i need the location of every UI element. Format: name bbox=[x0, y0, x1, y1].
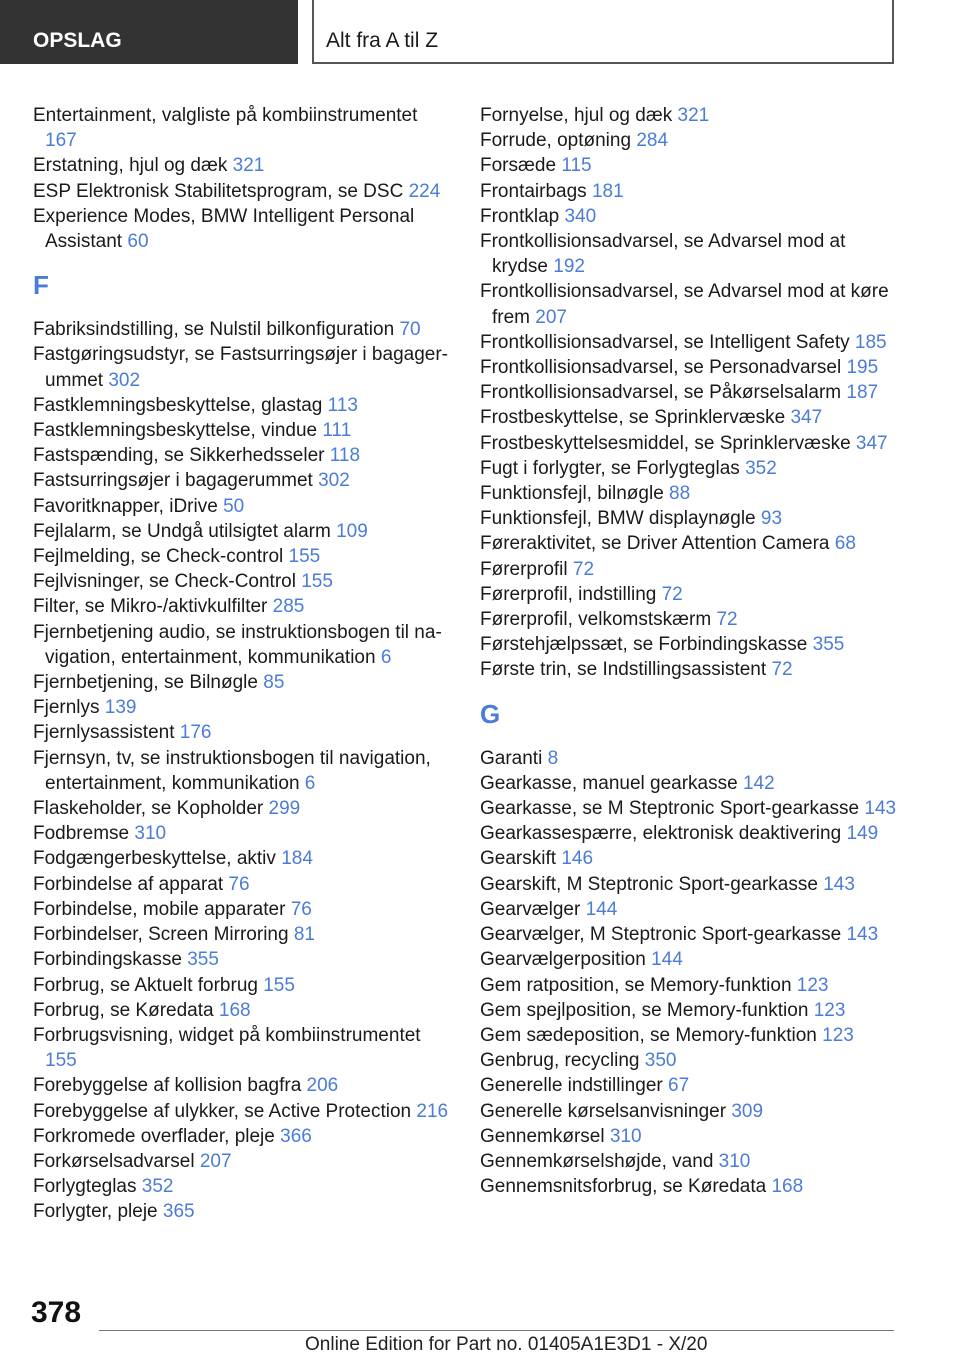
index-entry bbox=[480, 557, 900, 582]
index-entry-text: Fastspænding, se Sikkerhedsseler bbox=[33, 445, 325, 467]
page-reference-link[interactable]: 184 bbox=[281, 848, 313, 870]
index-entry bbox=[480, 531, 900, 556]
index-entry-text: Forkørselsadvarsel bbox=[33, 1150, 195, 1172]
index-entry-text: Frontkollisionsadvarsel, se Personadvarsel bbox=[480, 357, 842, 379]
page-reference-link[interactable]: 70 bbox=[399, 319, 421, 341]
index-entry bbox=[480, 103, 900, 128]
page-reference-link[interactable]: 155 bbox=[263, 974, 295, 996]
index-entry bbox=[480, 746, 900, 771]
index-entry-text: Fejlvisninger, se Check-Control bbox=[33, 571, 296, 593]
index-entry bbox=[480, 872, 900, 897]
index-entry-text: Generelle indstillinger bbox=[480, 1075, 663, 1097]
index-entry bbox=[480, 431, 900, 456]
page-reference-link[interactable]: 85 bbox=[263, 672, 285, 694]
index-entry-text: Fjernlys bbox=[33, 697, 100, 719]
index-entry-text: Fabriksindstilling, se Nulstil bilkonfiguration bbox=[33, 319, 395, 341]
index-entry-text: Gearvælger, M Steptronic Sport-gearkasse bbox=[480, 924, 842, 946]
page-title: Alt fra A til Z bbox=[312, 0, 894, 64]
index-entry-text: Forsæde bbox=[480, 155, 557, 177]
page-reference-link[interactable]: 142 bbox=[742, 772, 775, 794]
index-entry bbox=[480, 582, 900, 607]
page-reference-link[interactable]: 352 bbox=[141, 1176, 174, 1198]
index-entry bbox=[480, 607, 900, 632]
page-reference-link[interactable]: 224 bbox=[408, 180, 441, 202]
index-entry-text: Frontairbags bbox=[480, 180, 587, 202]
index-entry-text: Førerprofil, velkomstskærm bbox=[480, 609, 712, 631]
index-entry-text: Gearkasse, manuel gearkasse bbox=[480, 772, 738, 794]
index-entry-text: Genbrug, recycling bbox=[480, 1050, 640, 1072]
page-reference-link[interactable]: 310 bbox=[718, 1150, 751, 1172]
page-reference-link[interactable]: 216 bbox=[416, 1100, 449, 1122]
page-reference-link[interactable]: 207 bbox=[199, 1150, 232, 1172]
index-entry bbox=[480, 204, 900, 229]
page-reference-link[interactable]: 111 bbox=[322, 420, 352, 442]
index-entry bbox=[33, 569, 453, 594]
index-entry bbox=[480, 771, 900, 796]
index-entry bbox=[480, 796, 900, 821]
index-entry bbox=[33, 746, 453, 796]
index-entry-text: Generelle kørselsanvisninger bbox=[480, 1100, 727, 1122]
index-entry bbox=[33, 973, 453, 998]
index-entry bbox=[33, 1023, 453, 1073]
page-reference-link[interactable]: 143 bbox=[864, 798, 897, 820]
index-entry bbox=[480, 405, 900, 430]
index-entry-text: Forebyggelse af kollision bagfra bbox=[33, 1075, 302, 1097]
page-reference-link[interactable]: 6 bbox=[380, 646, 392, 668]
index-entry-text: Forebyggelse af ulykker, se Active Protection bbox=[33, 1100, 412, 1122]
index-entry-text: Funktionsfejl, bilnøgle bbox=[480, 483, 664, 505]
index-entry-text: Entertainment, valgliste på kombiinstrumentet bbox=[33, 105, 418, 126]
index-entry bbox=[33, 342, 453, 392]
index-entry-text: Erstatning, hjul og dæk bbox=[33, 155, 228, 177]
index-entry bbox=[480, 632, 900, 657]
page-reference-link[interactable]: 321 bbox=[232, 155, 265, 177]
index-entry bbox=[480, 355, 900, 380]
index-entry-text: Forlygteglas bbox=[33, 1176, 137, 1198]
page-reference-link[interactable]: 146 bbox=[561, 848, 594, 870]
index-entry-text: ESP Elektronisk Stabilitetsprogram, se DSC bbox=[33, 180, 404, 202]
index-entry bbox=[33, 594, 453, 619]
index-entry bbox=[33, 1124, 453, 1149]
index-entry bbox=[33, 153, 453, 178]
page-reference-link[interactable]: 355 bbox=[187, 949, 219, 971]
index-entry bbox=[480, 1174, 900, 1199]
index-entry bbox=[480, 179, 900, 204]
index-entry-text: Fodgængerbeskyttelse, aktiv bbox=[33, 848, 276, 870]
index-entry-text: Fjernlysassistent bbox=[33, 722, 175, 744]
index-entry-text: Gearvælger bbox=[480, 898, 581, 920]
index-entry bbox=[33, 720, 453, 745]
index-entry-text: Gearvælgerposition bbox=[480, 949, 646, 971]
page-reference-link[interactable]: 350 bbox=[644, 1050, 677, 1072]
page-reference-link[interactable]: 302 bbox=[318, 470, 350, 492]
index-entry-text: Flaskeholder, se Kopholder bbox=[33, 798, 264, 820]
index-column-left bbox=[33, 103, 453, 1225]
index-entry bbox=[33, 872, 453, 897]
index-entry bbox=[480, 1124, 900, 1149]
page-reference-link[interactable]: 143 bbox=[846, 924, 879, 946]
index-entry bbox=[480, 657, 900, 682]
index-entry-text: Fastsurringsøjer i bagagerummet bbox=[33, 470, 313, 492]
page-reference-link[interactable]: 115 bbox=[561, 155, 592, 177]
page-reference-link[interactable]: 155 bbox=[288, 546, 321, 568]
index-entry-text: Experience Modes, BMW Intelligent Personal Assistant bbox=[33, 205, 415, 253]
index-entry bbox=[480, 330, 900, 355]
index-entry bbox=[480, 1073, 900, 1098]
index-entry bbox=[33, 695, 453, 720]
index-entry-text: Garanti bbox=[480, 747, 543, 769]
page-reference-link[interactable]: 144 bbox=[651, 949, 683, 971]
index-entry bbox=[480, 922, 900, 947]
index-entry-text: Gennemkørsel bbox=[480, 1125, 605, 1147]
page-reference-link[interactable]: 144 bbox=[585, 898, 618, 920]
index-entry-text: Funktionsfejl, BMW displaynøgle bbox=[480, 508, 756, 530]
page-reference-link[interactable]: 355 bbox=[812, 634, 845, 656]
index-entry-text: Føreraktivitet, se Driver Attention Camera bbox=[480, 533, 830, 555]
index-entry-text: Forrude, optøning bbox=[480, 130, 632, 152]
page-reference-link[interactable]: 6 bbox=[304, 772, 316, 794]
index-entry bbox=[480, 380, 900, 405]
index-entry-text: Gearkassespærre, elektronisk deaktivering bbox=[480, 823, 842, 845]
index-entry-text: Forbindingskasse bbox=[33, 949, 182, 971]
index-entry bbox=[480, 1149, 900, 1174]
index-entry-text: Gearkasse, se M Steptronic Sport-gearkasse bbox=[480, 798, 860, 820]
index-entry-text: Forbindelse, mobile apparater bbox=[33, 898, 286, 920]
index-entry-text: Gem ratposition, se Memory-funktion bbox=[480, 974, 792, 996]
index-entry-text: Fejlmelding, se Check-control bbox=[33, 546, 284, 568]
page-reference-link[interactable]: 118 bbox=[329, 445, 361, 467]
index-entry-text: Fejlalarm, se Undgå utilsigtet alarm bbox=[33, 520, 331, 542]
index-entry bbox=[480, 973, 900, 998]
page-reference-link[interactable]: 72 bbox=[572, 558, 595, 580]
index-entry-text: Gennemsnitsforbrug, se Køredata bbox=[480, 1176, 767, 1198]
page-reference-link[interactable]: 181 bbox=[591, 180, 624, 202]
index-entry bbox=[33, 317, 453, 342]
index-entry-text: Forbindelse af apparat bbox=[33, 873, 224, 895]
index-entry-text: Frontklap bbox=[480, 205, 560, 227]
page-reference-link[interactable]: 352 bbox=[745, 457, 777, 479]
page-reference-link[interactable]: 139 bbox=[104, 697, 137, 719]
index-entry-text: Fjernbetjening audio, se instruktionsbogen til navigation, entertainment, kommunikation bbox=[33, 621, 442, 668]
page-reference-link[interactable]: 50 bbox=[223, 495, 245, 517]
index-entry-text: Frontkollisionsadvarsel, se Intelligent Safety bbox=[480, 331, 850, 353]
index-entry bbox=[33, 1073, 453, 1098]
page-reference-link[interactable]: 168 bbox=[218, 999, 251, 1021]
index-entry bbox=[480, 153, 900, 178]
index-entry bbox=[33, 494, 453, 519]
page-reference-link[interactable]: 72 bbox=[716, 609, 738, 631]
index-entry-text: Fodbremse bbox=[33, 823, 130, 845]
index-entry bbox=[33, 670, 453, 695]
page-reference-link[interactable]: 347 bbox=[855, 432, 888, 454]
index-entry bbox=[480, 1099, 900, 1124]
page-reference-link[interactable]: 302 bbox=[108, 369, 141, 391]
index-entry bbox=[33, 796, 453, 821]
footer-divider bbox=[99, 1330, 894, 1331]
page-reference-link[interactable]: 76 bbox=[290, 898, 312, 920]
index-entry-text: Førerprofil, indstilling bbox=[480, 583, 657, 605]
index-entry bbox=[480, 846, 900, 871]
index-entry-text: Fastklemningsbeskyttelse, vindue bbox=[33, 420, 318, 442]
page-reference-link[interactable]: 88 bbox=[669, 483, 691, 505]
page-reference-link[interactable]: 155 bbox=[45, 1050, 77, 1072]
index-entry bbox=[480, 1048, 900, 1073]
page-reference-link[interactable]: 68 bbox=[834, 533, 856, 555]
index-entry bbox=[480, 481, 900, 506]
index-entry-text: Gem spejlposition, se Memory-funktion bbox=[480, 999, 809, 1021]
index-entry-text: Fastgøringsudstyr, se Fastsurringsøjer i bagagerummet bbox=[33, 344, 448, 391]
index-entry-text: Forbrugsvisning, widget på kombiinstrumentet bbox=[33, 1024, 421, 1046]
page-reference-link[interactable]: 365 bbox=[162, 1201, 195, 1223]
index-entry-text: Førstehjælpssæt, se Forbindingskasse bbox=[480, 634, 808, 656]
index-entry-text: Gearskift bbox=[480, 848, 557, 870]
index-entry bbox=[33, 179, 453, 204]
index-entry-text: Frontkollisionsadvarsel, se Påkørselsalarm bbox=[480, 382, 842, 404]
page-reference-link[interactable]: 310 bbox=[609, 1125, 642, 1147]
page-reference-link[interactable]: 109 bbox=[336, 520, 368, 542]
page-reference-link[interactable]: 167 bbox=[45, 130, 77, 152]
page-reference-link[interactable]: 72 bbox=[771, 659, 793, 681]
edition-note: Online Edition for Part no. 01405A1E3D1 - X/20 bbox=[305, 1334, 708, 1355]
index-entry-text: Første trin, se Indstillingsassistent bbox=[480, 659, 767, 681]
page-reference-link[interactable]: 185 bbox=[854, 331, 887, 353]
index-entry-text: Frontkollisionsadvarsel, se Advarsel mod at krydse bbox=[480, 231, 846, 278]
page-reference-link[interactable]: 206 bbox=[306, 1075, 339, 1097]
index-entry bbox=[480, 998, 900, 1023]
page-reference-link[interactable]: 8 bbox=[547, 747, 559, 769]
index-entry-text: Frostbeskyttelse, se Sprinklervæske bbox=[480, 407, 786, 429]
index-entry-text: Forbindelser, Screen Mirroring bbox=[33, 924, 289, 946]
page-reference-link[interactable]: 93 bbox=[760, 508, 783, 530]
index-entry bbox=[480, 947, 900, 972]
page-reference-link[interactable]: 207 bbox=[535, 306, 567, 328]
page-reference-link[interactable]: 299 bbox=[268, 798, 301, 820]
index-entry bbox=[480, 897, 900, 922]
page-reference-link[interactable]: 76 bbox=[228, 873, 250, 895]
index-entry-text: Filter, se Mikro-/aktivkulfilter bbox=[33, 596, 268, 618]
page-reference-link[interactable]: 168 bbox=[771, 1176, 804, 1198]
page-reference-link[interactable]: 67 bbox=[668, 1075, 690, 1097]
index-entry-text: Forkromede overflader, pleje bbox=[33, 1125, 275, 1147]
page-reference-link[interactable]: 192 bbox=[553, 256, 585, 278]
page-reference-link[interactable]: 310 bbox=[134, 823, 167, 845]
page-reference-link[interactable]: 340 bbox=[564, 205, 597, 227]
page-reference-link[interactable]: 347 bbox=[790, 407, 823, 429]
index-entry bbox=[480, 506, 900, 531]
page-number: 378 bbox=[31, 1296, 82, 1329]
index-entry bbox=[480, 279, 900, 329]
index-entry bbox=[33, 519, 453, 544]
page-reference-link[interactable]: 366 bbox=[280, 1125, 312, 1147]
page-reference-link[interactable]: 72 bbox=[661, 583, 683, 605]
page-reference-link[interactable]: 123 bbox=[796, 974, 829, 996]
index-entry bbox=[33, 204, 453, 254]
index-entry-text: Førerprofil bbox=[480, 558, 568, 580]
page-reference-link[interactable]: 123 bbox=[813, 999, 846, 1021]
index-entry bbox=[480, 229, 900, 279]
index-entry bbox=[33, 418, 453, 443]
page-reference-link[interactable]: 81 bbox=[293, 924, 315, 946]
index-entry-text: Fastklemningsbeskyttelse, glastag bbox=[33, 394, 323, 416]
page-reference-link[interactable]: 309 bbox=[731, 1100, 764, 1122]
index-entry bbox=[33, 1099, 453, 1124]
index-entry-text: Frostbeskyttelsesmiddel, se Sprinklervæske bbox=[480, 432, 851, 454]
page-reference-link[interactable]: 123 bbox=[822, 1024, 854, 1046]
index-entry bbox=[33, 1174, 453, 1199]
page-reference-link[interactable]: 187 bbox=[846, 382, 879, 404]
page-reference-link[interactable]: 113 bbox=[327, 394, 358, 416]
index-entry-text: Fjernsyn, tv, se instruktionsbogen til navigation, entertainment, kommunikation bbox=[33, 747, 431, 794]
index-entry bbox=[33, 846, 453, 871]
index-entry-text: Fornyelse, hjul og dæk bbox=[480, 105, 673, 126]
index-entry bbox=[480, 1023, 900, 1048]
index-entry bbox=[33, 998, 453, 1023]
page-reference-link[interactable]: 149 bbox=[846, 823, 879, 845]
index-entry bbox=[33, 1199, 453, 1224]
index-entry-text: Fjernbetjening, se Bilnøgle bbox=[33, 672, 258, 694]
index-entry bbox=[33, 443, 453, 468]
index-entry-text: Favoritknapper, iDrive bbox=[33, 495, 218, 517]
index-letter-heading: G bbox=[480, 698, 501, 729]
index-entry-text: Gem sædeposition, se Memory-funktion bbox=[480, 1024, 817, 1046]
index-entry bbox=[33, 544, 453, 569]
index-entry bbox=[480, 456, 900, 481]
index-entry bbox=[480, 128, 900, 153]
index-entry bbox=[33, 821, 453, 846]
page-reference-link[interactable]: 143 bbox=[823, 873, 855, 895]
page-reference-link[interactable]: 195 bbox=[846, 357, 879, 379]
page-reference-link[interactable]: 321 bbox=[677, 105, 710, 126]
index-entry-text: Forlygter, pleje bbox=[33, 1201, 158, 1223]
index-entry-text: Gearskift, M Steptronic Sport-gearkasse bbox=[480, 873, 818, 895]
index-entry-text: Forbrug, se Aktuelt forbrug bbox=[33, 974, 258, 996]
index-entry-text: Frontkollisionsadvarsel, se Advarsel mod at køre frem bbox=[480, 281, 889, 328]
index-entry bbox=[33, 468, 453, 493]
page-reference-link[interactable]: 284 bbox=[636, 130, 669, 152]
index-letter-heading: F bbox=[33, 270, 49, 301]
index-entry bbox=[33, 393, 453, 418]
index-entry-text: Forbrug, se Køredata bbox=[33, 999, 214, 1021]
index-entry-text: Fugt i forlygter, se Forlygteglas bbox=[480, 457, 740, 479]
index-entry bbox=[33, 897, 453, 922]
index-entry-text: Gennemkørselshøjde, vand bbox=[480, 1150, 714, 1172]
index-column-right bbox=[480, 103, 900, 1199]
index-entry bbox=[33, 620, 453, 670]
index-entry bbox=[33, 922, 453, 947]
page-reference-link[interactable]: 60 bbox=[127, 231, 149, 253]
index-entry bbox=[480, 821, 900, 846]
index-entry bbox=[33, 947, 453, 972]
index-entry bbox=[33, 1149, 453, 1174]
section-tab: OPSLAG bbox=[0, 0, 298, 64]
page-reference-link[interactable]: 285 bbox=[272, 596, 305, 618]
page-reference-link[interactable]: 155 bbox=[301, 571, 333, 593]
index-entry bbox=[33, 103, 453, 153]
page-reference-link[interactable]: 176 bbox=[179, 722, 212, 744]
